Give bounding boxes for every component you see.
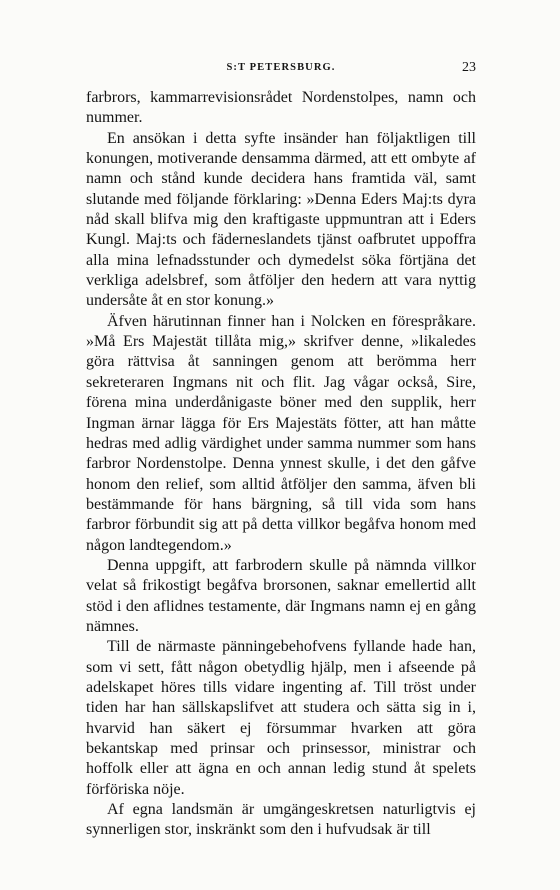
running-head: S:T PETERSBURG. <box>226 62 336 73</box>
paragraph: Denna uppgift, att farbrodern skulle på nämnda villkor velat så frikostigt begåfva brorsonen, saknar emellertid allt stöd i den aflidnes testamente, där Ingmans namn ej en gång nämnes. <box>86 556 476 635</box>
paragraph: Till de närmaste pänningebehofvens fyllande hade han, som vi sett, fått någon obetydlig hjälp, men i afseende på adelskapet höres tills vidare ingenting af. Till tröst under tiden har han sällskapslifvet att studera och sätta sig in i, hvarvid han säkert ej försummar hvarken att göra bekantskap med prinsar och prinsessor, ministrar och hoffolk eller att ägna en och annan ledig stund åt spelets förföriska nöje. <box>86 638 476 798</box>
page-number: 23 <box>462 60 476 75</box>
paragraph: Äfven härutinnan finner han i Nolcken en förespråkare. »Må Ers Majestät tillåta mig,» skrifver denne, »likaledes göra rättvisa åt sanningen genom att berömma herr sekreteraren Ingmans nit och flit. Jag vågar också, Sire, förena mina underdånigaste böner med den supplik, herr Ingman ärnar lägga för Ers Majestäts fötter, att han måtte hedras med adlig värdighet under samma nummer som hans farbror Nordenstolpe. Denna ynnest skulle, i det den gåfve honom den relief, som alltid åtföljer den samma, äfven bli bestämmande för hans bärgning, så till vida som hans farbror förbundit sig att på detta villkor begåfva honom med någon landtegendom.» <box>86 312 476 554</box>
paragraph-continuation: farbrors, kammarrevisionsrådet Nordenstolpes, namn och nummer. <box>86 89 476 127</box>
paragraph: Af egna landsmän är umgängeskretsen naturligtvis ej synnerligen stor, inskränkt som den i hufvudsak är till <box>86 801 476 839</box>
paragraph: En ansökan i detta syfte insänder han följaktligen till konungen, motiverande densamma därmed, att ett ombyte af namn och stånd kunde decidera hans framtida väl, samt slutande med följande förklaring: »Denna Eders Maj:ts dyra nåd skall blifva mig den kraftigaste uppmuntran att i Eders Kungl. Maj:ts och fäderneslandets tjänst oafbrutet uppoffra alla mina lefnadsstunder och dymedelst söka förtjäna det verkliga adelsbref, som åtföljer den hedern att vara nyttig undersåte åt en stor konung.» <box>86 129 476 310</box>
body-text <box>86 88 476 841</box>
page-header <box>86 62 476 82</box>
